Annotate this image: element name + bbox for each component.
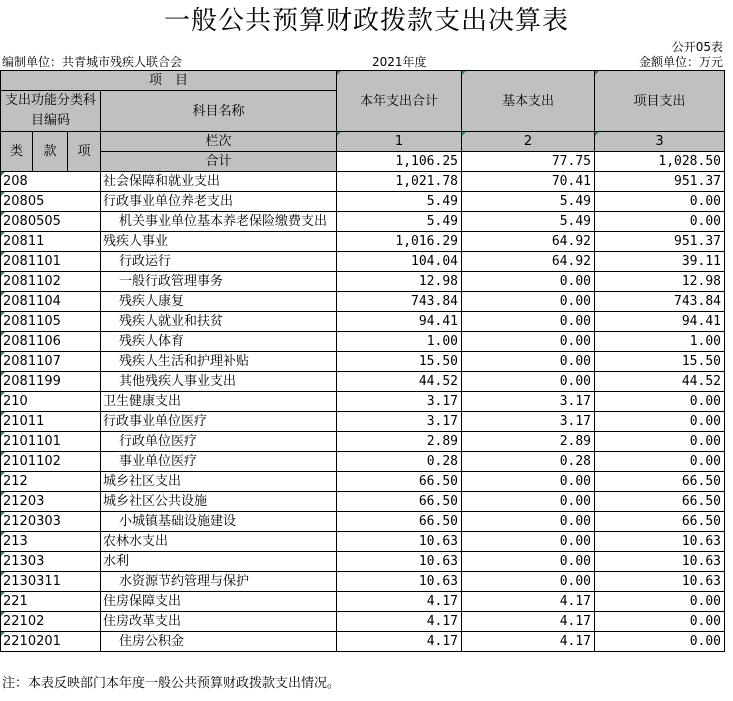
- row-total: 94.41: [337, 312, 462, 332]
- row-name: 行政事业单位养老支出: [101, 192, 337, 212]
- total-basic: 77.75: [462, 152, 595, 172]
- header-row-1: [1, 71, 725, 91]
- row-project: 12.98: [595, 272, 725, 292]
- table-row: [1, 292, 725, 312]
- row-code: 210: [1, 392, 101, 412]
- row-total: 3.17: [337, 392, 462, 412]
- row-name: 机关事业单位基本养老保险缴费支出: [101, 212, 337, 232]
- row-code: 2101102: [1, 452, 101, 472]
- header-total: 本年支出合计: [337, 71, 462, 132]
- table-row: [1, 472, 725, 492]
- row-total: 2.89: [337, 432, 462, 452]
- row-basic: 0.28: [462, 452, 595, 472]
- row-basic: 5.49: [462, 192, 595, 212]
- header-col2: 2: [462, 132, 595, 152]
- year-label: 2021年度: [372, 55, 427, 69]
- row-project: 10.63: [595, 532, 725, 552]
- row-basic: 0.00: [462, 552, 595, 572]
- row-name: 水利: [101, 552, 337, 572]
- row-project: 0.00: [595, 192, 725, 212]
- table-row: [1, 312, 725, 332]
- row-code: 21303: [1, 552, 101, 572]
- row-basic: 0.00: [462, 572, 595, 592]
- row-project: 39.11: [595, 252, 725, 272]
- row-code: 20811: [1, 232, 101, 252]
- row-name: 行政单位医疗: [101, 432, 337, 452]
- row-code: 2081102: [1, 272, 101, 292]
- row-code: 221: [1, 592, 101, 612]
- row-project: 743.84: [595, 292, 725, 312]
- row-project: 951.37: [595, 172, 725, 192]
- table-row: [1, 172, 725, 192]
- row-code: 20805: [1, 192, 101, 212]
- row-total: 4.17: [337, 632, 462, 652]
- row-basic: 4.17: [462, 592, 595, 612]
- row-basic: 0.00: [462, 332, 595, 352]
- row-total: 0.28: [337, 452, 462, 472]
- row-basic: 0.00: [462, 312, 595, 332]
- row-basic: 0.00: [462, 532, 595, 552]
- header-kuan: 款: [33, 132, 68, 172]
- row-basic: 64.92: [462, 252, 595, 272]
- row-name: 残疾人体育: [101, 332, 337, 352]
- row-basic: 2.89: [462, 432, 595, 452]
- row-total: 66.50: [337, 472, 462, 492]
- row-name: 农林水支出: [101, 532, 337, 552]
- table-row: [1, 572, 725, 592]
- row-name: 住房公积金: [101, 632, 337, 652]
- row-name: 一般行政管理事务: [101, 272, 337, 292]
- table-row: [1, 592, 725, 612]
- header-func-code: 支出功能分类科目编码: [1, 91, 101, 132]
- row-project: 66.50: [595, 512, 725, 532]
- row-project: 15.50: [595, 352, 725, 372]
- header-basic: 基本支出: [462, 71, 595, 132]
- row-project: 66.50: [595, 472, 725, 492]
- row-code: 212: [1, 472, 101, 492]
- row-name: 残疾人康复: [101, 292, 337, 312]
- row-project: 10.63: [595, 552, 725, 572]
- row-name: 社会保障和就业支出: [101, 172, 337, 192]
- table-row: [1, 392, 725, 412]
- row-project: 10.63: [595, 572, 725, 592]
- row-project: 44.52: [595, 372, 725, 392]
- form-code: 公开05表: [671, 40, 723, 54]
- budget-table: [0, 70, 725, 652]
- table-row: [1, 192, 725, 212]
- table-row: [1, 432, 725, 452]
- row-total: 104.04: [337, 252, 462, 272]
- row-code: 2130311: [1, 572, 101, 592]
- row-project: 94.41: [595, 312, 725, 332]
- row-total: 15.50: [337, 352, 462, 372]
- row-project: 0.00: [595, 212, 725, 232]
- row-basic: 4.17: [462, 612, 595, 632]
- row-basic: 70.41: [462, 172, 595, 192]
- row-total: 3.17: [337, 412, 462, 432]
- row-basic: 5.49: [462, 212, 595, 232]
- row-total: 5.49: [337, 192, 462, 212]
- row-name: 小城镇基础设施建设: [101, 512, 337, 532]
- row-code: 21203: [1, 492, 101, 512]
- row-basic: 3.17: [462, 392, 595, 412]
- row-code: 2081199: [1, 372, 101, 392]
- header-lei: 类: [1, 132, 33, 172]
- row-project: 0.00: [595, 452, 725, 472]
- row-basic: 0.00: [462, 512, 595, 532]
- footnote: 注：本表反映部门本年度一般公共预算财政拨款支出情况。: [2, 676, 341, 691]
- total-label: 合计: [101, 152, 337, 172]
- row-code: 213: [1, 532, 101, 552]
- row-basic: 0.00: [462, 292, 595, 312]
- table-row: [1, 532, 725, 552]
- total-total: 1,106.25: [337, 152, 462, 172]
- header-project: 项目支出: [595, 71, 725, 132]
- header-row-3: [1, 132, 725, 152]
- unit-label: 编制单位：共青城市残疾人联合会: [2, 55, 183, 69]
- row-name: 其他残疾人事业支出: [101, 372, 337, 392]
- row-code: 2080505: [1, 212, 101, 232]
- row-total: 10.63: [337, 552, 462, 572]
- table-row: [1, 452, 725, 472]
- row-total: 743.84: [337, 292, 462, 312]
- total-project: 1,028.50: [595, 152, 725, 172]
- row-code: 2101101: [1, 432, 101, 452]
- row-total: 12.98: [337, 272, 462, 292]
- row-total: 1,016.29: [337, 232, 462, 252]
- row-name: 水资源节约管理与保护: [101, 572, 337, 592]
- row-name: 事业单位医疗: [101, 452, 337, 472]
- row-total: 4.17: [337, 612, 462, 632]
- row-code: 208: [1, 172, 101, 192]
- row-total: 66.50: [337, 512, 462, 532]
- row-total: 1,021.78: [337, 172, 462, 192]
- row-project: 0.00: [595, 632, 725, 652]
- row-project: 0.00: [595, 592, 725, 612]
- header-col1: 1: [337, 132, 462, 152]
- row-total: 1.00: [337, 332, 462, 352]
- table-row: [1, 372, 725, 392]
- row-code: 22102: [1, 612, 101, 632]
- header-item: 项 目: [1, 71, 337, 91]
- row-name: 残疾人就业和扶贫: [101, 312, 337, 332]
- row-code: 2081101: [1, 252, 101, 272]
- row-total: 4.17: [337, 592, 462, 612]
- row-name: 城乡社区支出: [101, 472, 337, 492]
- table-row: [1, 212, 725, 232]
- header-xiang: 项: [68, 132, 101, 172]
- row-name: 城乡社区公共设施: [101, 492, 337, 512]
- row-basic: 3.17: [462, 412, 595, 432]
- table-row: [1, 412, 725, 432]
- table-row: [1, 512, 725, 532]
- row-project: 951.37: [595, 232, 725, 252]
- row-code: 2081106: [1, 332, 101, 352]
- row-project: 0.00: [595, 432, 725, 452]
- row-project: 66.50: [595, 492, 725, 512]
- header-column-no: 栏次: [101, 132, 337, 152]
- row-project: 1.00: [595, 332, 725, 352]
- table-row: [1, 272, 725, 292]
- header-subject-name: 科目名称: [101, 91, 337, 132]
- row-basic: 0.00: [462, 472, 595, 492]
- row-code: 2081104: [1, 292, 101, 312]
- table-row: [1, 252, 725, 272]
- table-row: [1, 632, 725, 652]
- page-title: 一般公共预算财政拨款支出决算表: [163, 6, 569, 36]
- row-code: 2081105: [1, 312, 101, 332]
- row-total: 5.49: [337, 212, 462, 232]
- row-name: 卫生健康支出: [101, 392, 337, 412]
- row-name: 行政事业单位医疗: [101, 412, 337, 432]
- row-basic: 64.92: [462, 232, 595, 252]
- row-total: 10.63: [337, 572, 462, 592]
- table-row: [1, 492, 725, 512]
- table-row: [1, 552, 725, 572]
- row-code: 2210201: [1, 632, 101, 652]
- table-row: [1, 612, 725, 632]
- row-total: 44.52: [337, 372, 462, 392]
- amount-unit: 金额单位：万元: [638, 55, 723, 69]
- row-basic: 4.17: [462, 632, 595, 652]
- row-code: 2120303: [1, 512, 101, 532]
- row-basic: 0.00: [462, 372, 595, 392]
- table-row: [1, 232, 725, 252]
- row-name: 行政运行: [101, 252, 337, 272]
- row-total: 66.50: [337, 492, 462, 512]
- row-project: 0.00: [595, 412, 725, 432]
- row-basic: 0.00: [462, 272, 595, 292]
- row-basic: 0.00: [462, 352, 595, 372]
- header-col3: 3: [595, 132, 725, 152]
- row-name: 残疾人生活和护理补贴: [101, 352, 337, 372]
- row-project: 0.00: [595, 392, 725, 412]
- row-total: 10.63: [337, 532, 462, 552]
- total-row: [1, 152, 725, 172]
- row-code: 2081107: [1, 352, 101, 372]
- row-code: 21011: [1, 412, 101, 432]
- row-name: 住房保障支出: [101, 592, 337, 612]
- row-basic: 0.00: [462, 492, 595, 512]
- table-row: [1, 352, 725, 372]
- table-row: [1, 332, 725, 352]
- row-name: 住房改革支出: [101, 612, 337, 632]
- row-name: 残疾人事业: [101, 232, 337, 252]
- row-project: 0.00: [595, 612, 725, 632]
